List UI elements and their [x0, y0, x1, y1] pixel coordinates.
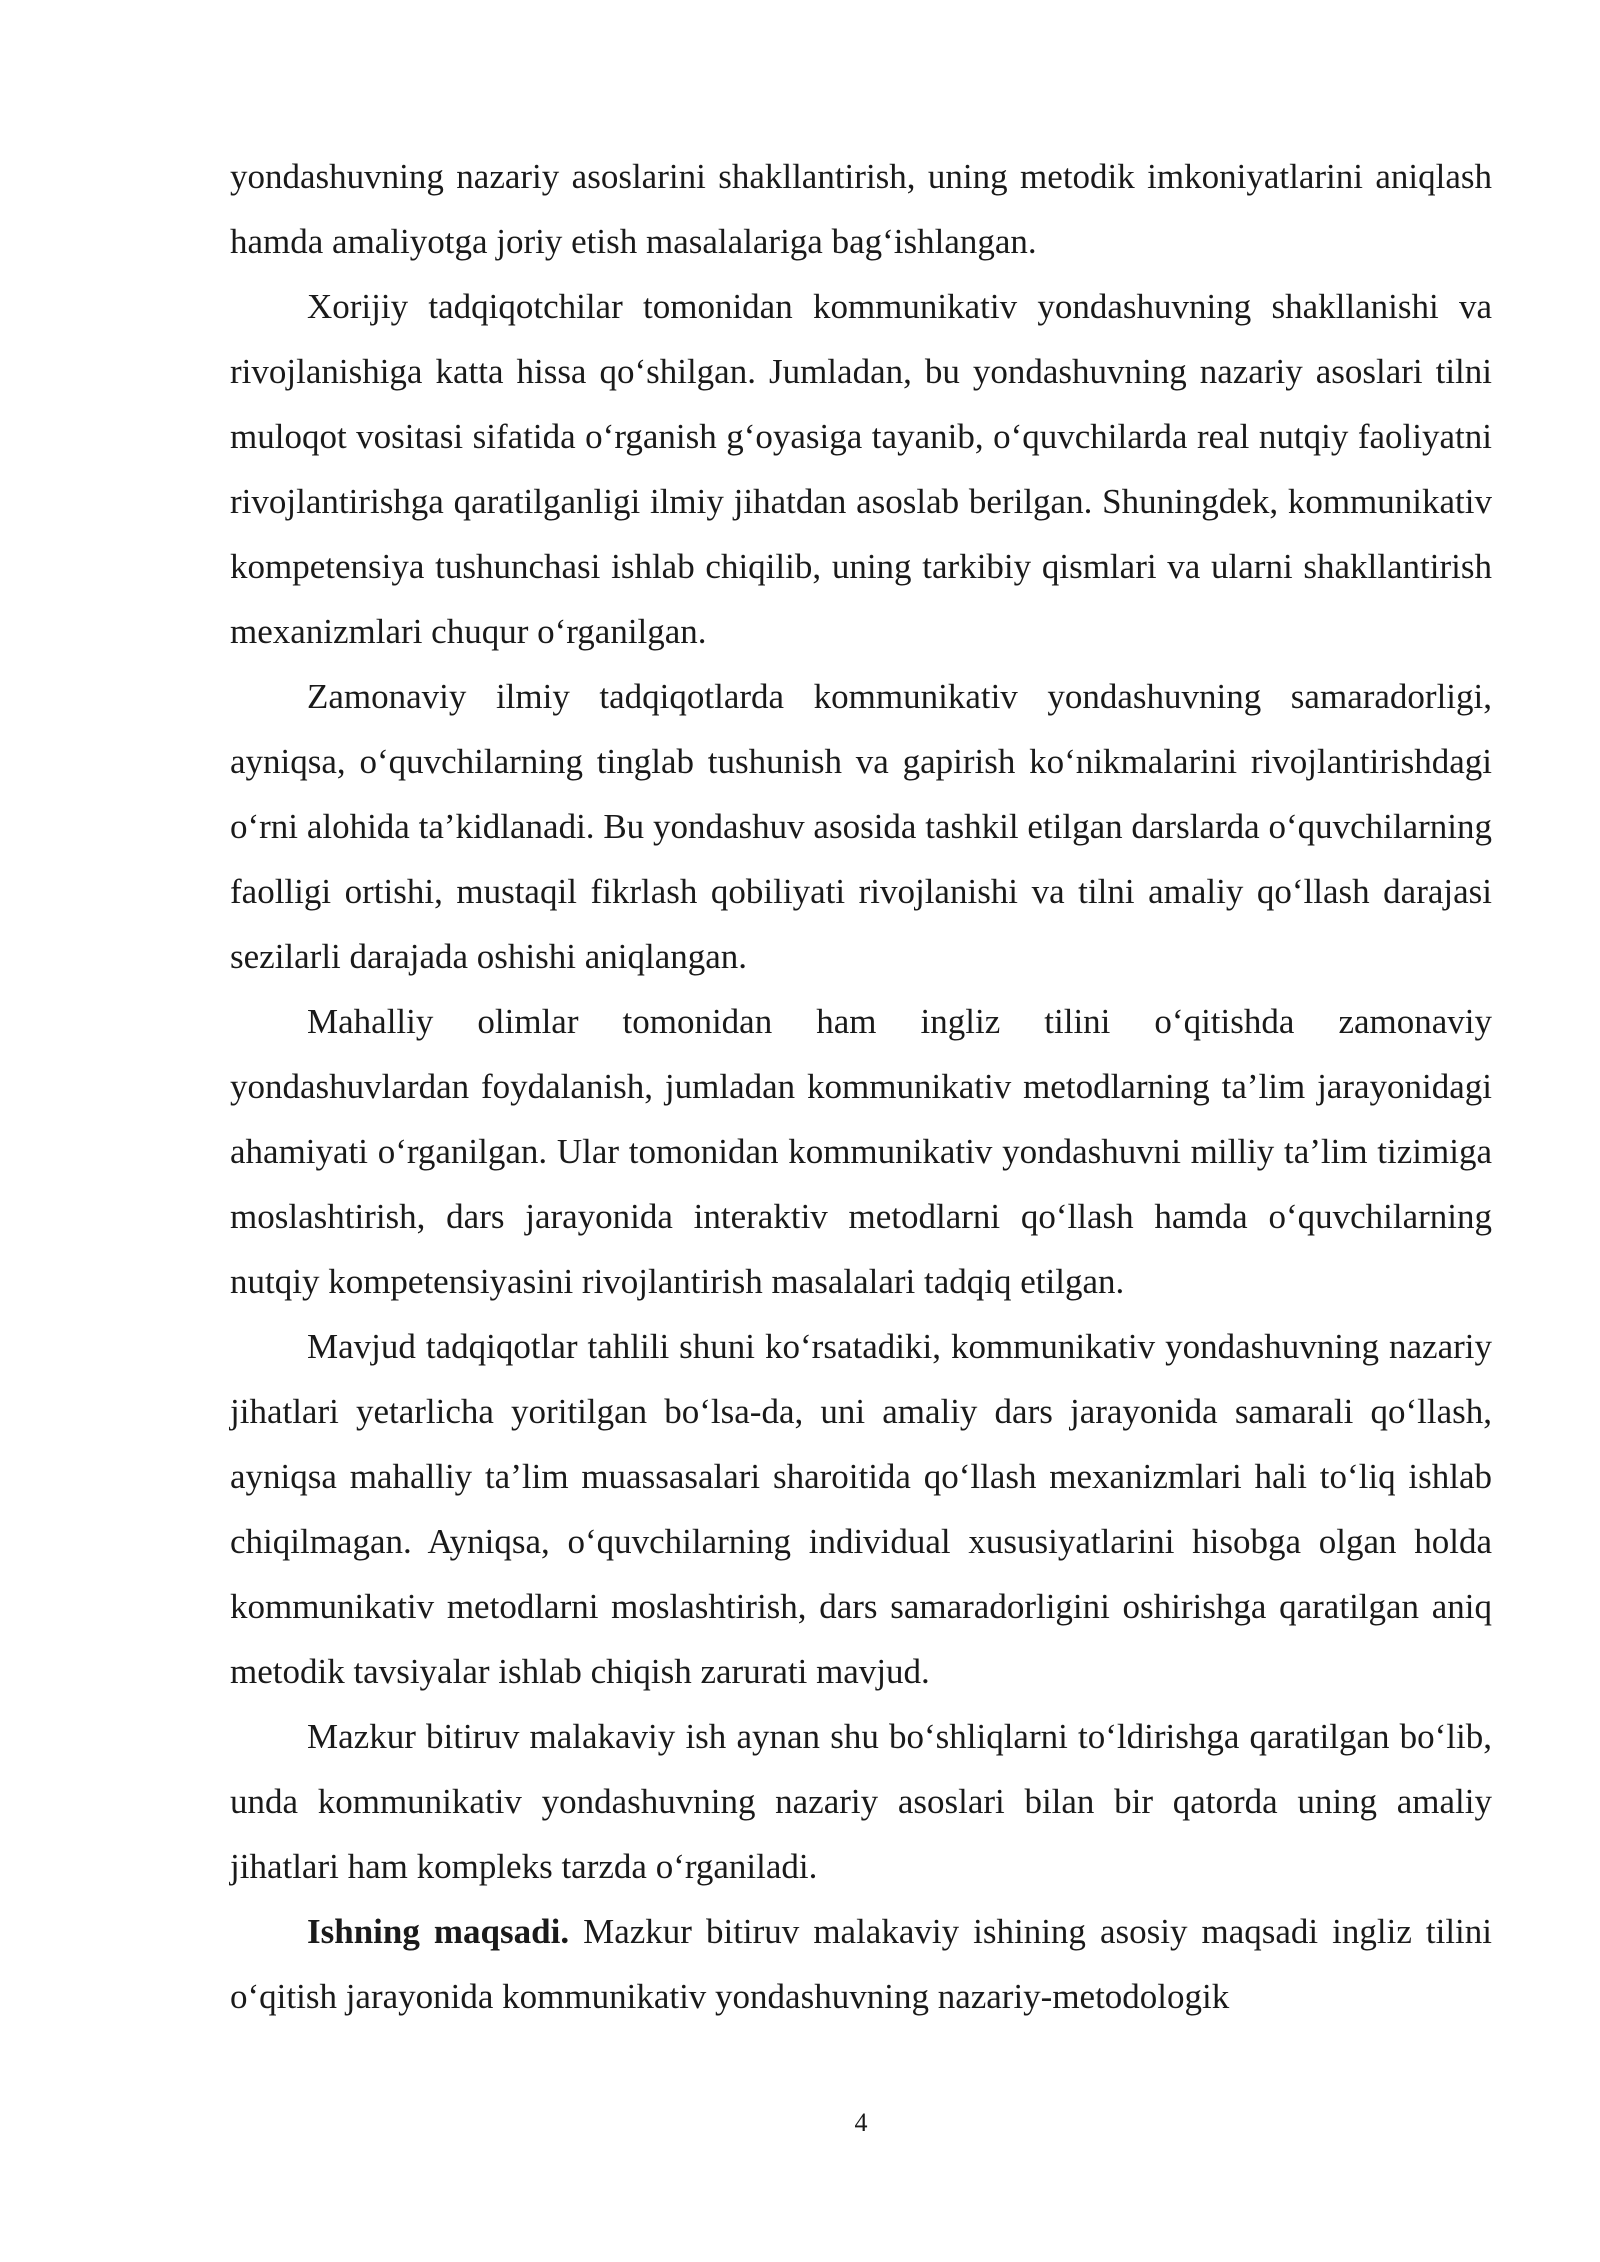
paragraph: [230, 274, 1492, 664]
paragraph-text: Mahalliy olimlar tomonidan ham ingliz tilini o‘qitishda zamonaviy yondashuvlardan foydalanish, jumladan kommunikativ metodlarning ta’lim jarayonidagi ahamiyati o‘rganilgan. Ular tomonidan kommunikativ yondashuvni milliy ta’lim tizimiga moslashtirish, dars jarayonida interaktiv metodlarni qo‘llash hamda o‘quvchilarning nutqiy kompetensiyasini rivojlantirish masalalari tadqiq etilgan.: [230, 1002, 1492, 1301]
paragraph-text: Zamonaviy ilmiy tadqiqotlarda kommunikativ yondashuvning samaradorligi, ayniqsa, o‘quvchilarning tinglab tushunish va gapirish ko‘nikmalarini rivojlantirishdagi o‘rni alohida ta’kidlanadi. Bu yondashuv asosida tashkil etilgan darslarda o‘quvchilarning faolligi ortishi, mustaqil fikrlash qobiliyati rivojlanishi va tilni amaliy qo‘llash darajasi sezilarli darajada oshishi aniqlangan.: [230, 677, 1492, 976]
paragraph-text: Mazkur bitiruv malakaviy ish aynan shu bo‘shliqlarni to‘ldirishga qaratilgan bo‘lib, unda kommunikativ yondashuvning nazariy asoslari bilan bir qatorda uning amaliy jihatlari ham kompleks tarzda o‘rganiladi.: [230, 1717, 1492, 1886]
paragraph: [230, 989, 1492, 1314]
page-number: 4: [854, 2108, 868, 2137]
paragraph: [230, 1314, 1492, 1704]
paragraph: [230, 1704, 1492, 1899]
paragraph-text: Mavjud tadqiqotlar tahlili shuni ko‘rsatadiki, kommunikativ yondashuvning nazariy jihatlari yetarlicha yoritilgan bo‘lsa-da, uni amaliy dars jarayonida samarali qo‘llash, ayniqsa mahalliy ta’lim muassasalari sharoitida qo‘llash mexanizmlari hali to‘liq ishlab chiqilmagan. Ayniqsa, o‘quvchilarning individual xususiyatlarini hisobga olgan holda kommunikativ metodlarni moslashtirish, dars samaradorligini oshirishga qaratilgan aniq metodik tavsiyalar ishlab chiqish zarurati mavjud.: [230, 1327, 1492, 1691]
paragraph-text: yondashuvning nazariy asoslarini shakllantirish, uning metodik imkoniyatlarini aniqlash hamda amaliyotga joriy etish masalalariga bag‘ishlangan.: [230, 157, 1492, 261]
body-text: [230, 144, 1492, 2029]
paragraph: [230, 664, 1492, 989]
section-lead: Ishning maqsadi.: [307, 1912, 570, 1951]
paragraph: [230, 144, 1492, 274]
paragraph: [230, 1899, 1492, 2029]
paragraph-text: Mazkur bitiruv malakaviy ishining asosiy maqsadi ingliz tilini o‘qitish jarayonida kommunikativ yondashuvning nazariy-metodologik: [230, 1912, 1492, 2016]
paragraph-text: Xorijiy tadqiqotchilar tomonidan kommunikativ yondashuvning shakllanishi va rivojlanishiga katta hissa qo‘shilgan. Jumladan, bu yondashuvning nazariy asoslari tilni muloqot vositasi sifatida o‘rganish g‘oyasiga tayanib, o‘quvchilarda real nutqiy faoliyatni rivojlantirishga qaratilganligi ilmiy jihatdan asoslab berilgan. Shuningdek, kommunikativ kompetensiya tushunchasi ishlab chiqilib, uning tarkibiy qismlari va ularni shakllantirish mexanizmlari chuqur o‘rganilgan.: [230, 287, 1492, 651]
